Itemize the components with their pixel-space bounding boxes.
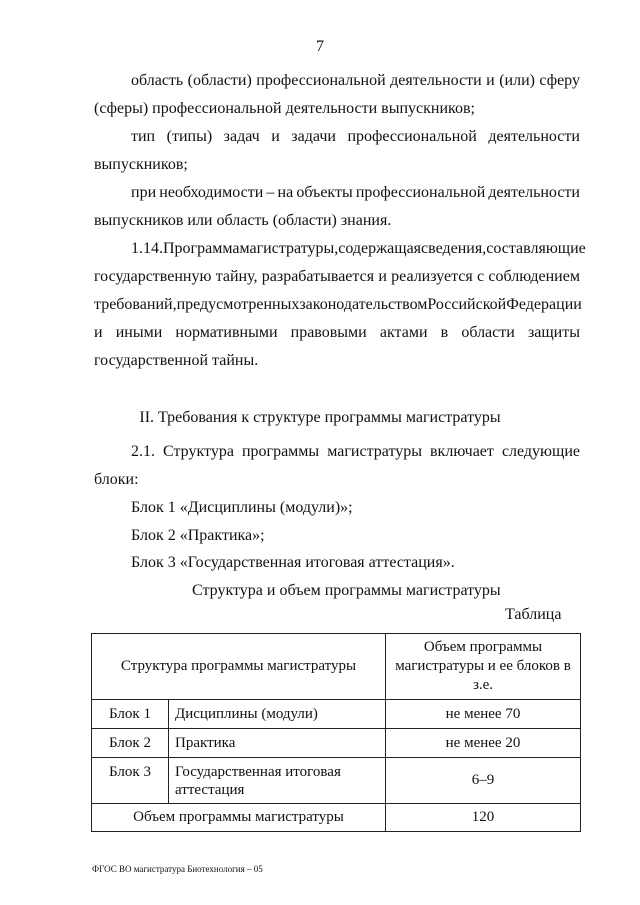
word: на bbox=[277, 184, 294, 201]
word: 2.1. bbox=[131, 443, 155, 460]
word: составляющие bbox=[486, 240, 586, 257]
row-name: Государственная итоговая аттестация bbox=[169, 758, 386, 804]
table-row bbox=[92, 729, 581, 758]
word: – bbox=[266, 184, 275, 201]
para3-line2: выпускников или область (области) знания. bbox=[94, 212, 392, 229]
row-value: не менее 70 bbox=[386, 700, 581, 729]
word: и bbox=[486, 72, 495, 89]
table-label: Таблица bbox=[505, 606, 562, 623]
block3-item: Блок 3 «Государственная итоговая аттестация». bbox=[131, 554, 455, 571]
word: (или) bbox=[499, 72, 535, 89]
header-volume: Объем программы магистратуры и ее блоков в з.е. bbox=[386, 634, 581, 700]
word: следующие bbox=[501, 443, 580, 460]
word: деятельности bbox=[390, 72, 482, 89]
word: законодательством bbox=[299, 296, 428, 313]
table-row bbox=[92, 700, 581, 729]
para2-line2: выпускников; bbox=[94, 156, 188, 173]
para2-line1 bbox=[131, 127, 580, 147]
structure-table bbox=[91, 633, 581, 832]
word: программы bbox=[241, 443, 320, 460]
word: задачи bbox=[291, 128, 336, 145]
word: сферу bbox=[539, 72, 580, 89]
word: с bbox=[477, 268, 485, 285]
word: магистратуры bbox=[327, 443, 422, 460]
word: и bbox=[378, 268, 387, 285]
word: требований, bbox=[94, 296, 177, 313]
word: объекты bbox=[296, 184, 353, 201]
word: иными bbox=[115, 324, 163, 341]
para1-line1 bbox=[131, 71, 580, 91]
total-value: 120 bbox=[386, 804, 581, 832]
word: область bbox=[131, 72, 184, 89]
para4-line3 bbox=[94, 295, 580, 315]
word: деятельности bbox=[488, 128, 580, 145]
section-heading: II. Требования к структуре программы магистратуры bbox=[139, 409, 501, 426]
word: при bbox=[131, 184, 157, 201]
para4-line4 bbox=[94, 323, 580, 343]
table-total-row bbox=[92, 804, 581, 832]
word: соблюдением bbox=[488, 268, 580, 285]
para3-line1 bbox=[131, 183, 580, 203]
word: Программа bbox=[163, 240, 240, 257]
word: необходимости bbox=[159, 184, 264, 201]
para1-line2: (сферы) профессиональной деятельности выпускников; bbox=[94, 100, 475, 117]
block1-item: Блок 1 «Дисциплины (модули)»; bbox=[131, 499, 353, 516]
row-block: Блок 2 bbox=[92, 729, 169, 758]
word: Федерации bbox=[506, 296, 582, 313]
word: правовыми bbox=[290, 324, 367, 341]
para4-line1 bbox=[131, 239, 586, 259]
word: профессиональной bbox=[347, 128, 477, 145]
table-header-row bbox=[92, 634, 581, 700]
word: защиты bbox=[527, 324, 580, 341]
word: профессиональной bbox=[256, 72, 386, 89]
footer-note: ФГОС ВО магистратура Биотехнология – 05 bbox=[92, 864, 263, 874]
word: области bbox=[461, 324, 515, 341]
word: включает bbox=[430, 443, 494, 460]
word: 1.14. bbox=[131, 240, 163, 257]
header-structure: Структура программы магистратуры bbox=[92, 634, 386, 700]
word: (области) bbox=[187, 72, 252, 89]
word: в bbox=[440, 324, 449, 341]
word: содержащая bbox=[338, 240, 422, 257]
word: профессиональной bbox=[355, 184, 486, 201]
word: и bbox=[271, 128, 280, 145]
para4-line5: государственной тайны. bbox=[94, 352, 259, 369]
word: нормативными bbox=[175, 324, 278, 341]
word: тайну, bbox=[215, 268, 258, 285]
para4-line2 bbox=[94, 267, 580, 287]
page-number: 7 bbox=[316, 38, 324, 55]
word: Структура bbox=[163, 443, 234, 460]
word: предусмотренных bbox=[176, 296, 300, 313]
word: сведения, bbox=[421, 240, 487, 257]
word: Российской bbox=[427, 296, 507, 313]
word: разрабатывается bbox=[261, 268, 375, 285]
total-label: Объем программы магистратуры bbox=[92, 804, 386, 832]
word: задач bbox=[223, 128, 260, 145]
word: государственную bbox=[94, 268, 212, 285]
word: тип bbox=[131, 128, 156, 145]
word: (типы) bbox=[166, 128, 213, 145]
row-name: Практика bbox=[169, 729, 386, 758]
section-line2: блоки: bbox=[94, 471, 139, 488]
table-row bbox=[92, 758, 581, 804]
word: и bbox=[94, 324, 103, 341]
row-name: Дисциплины (модули) bbox=[169, 700, 386, 729]
word: деятельности bbox=[488, 184, 580, 201]
table-caption: Структура и объем программы магистратуры bbox=[192, 582, 501, 599]
row-block: Блок 1 bbox=[92, 700, 169, 729]
word: актами bbox=[379, 324, 428, 341]
block2-item: Блок 2 «Практика»; bbox=[131, 527, 265, 544]
word: реализуется bbox=[391, 268, 473, 285]
row-value: 6–9 bbox=[386, 758, 581, 804]
word: магистратуры, bbox=[239, 240, 339, 257]
section-line1 bbox=[131, 442, 580, 462]
row-value: не менее 20 bbox=[386, 729, 581, 758]
row-block: Блок 3 bbox=[92, 758, 169, 804]
